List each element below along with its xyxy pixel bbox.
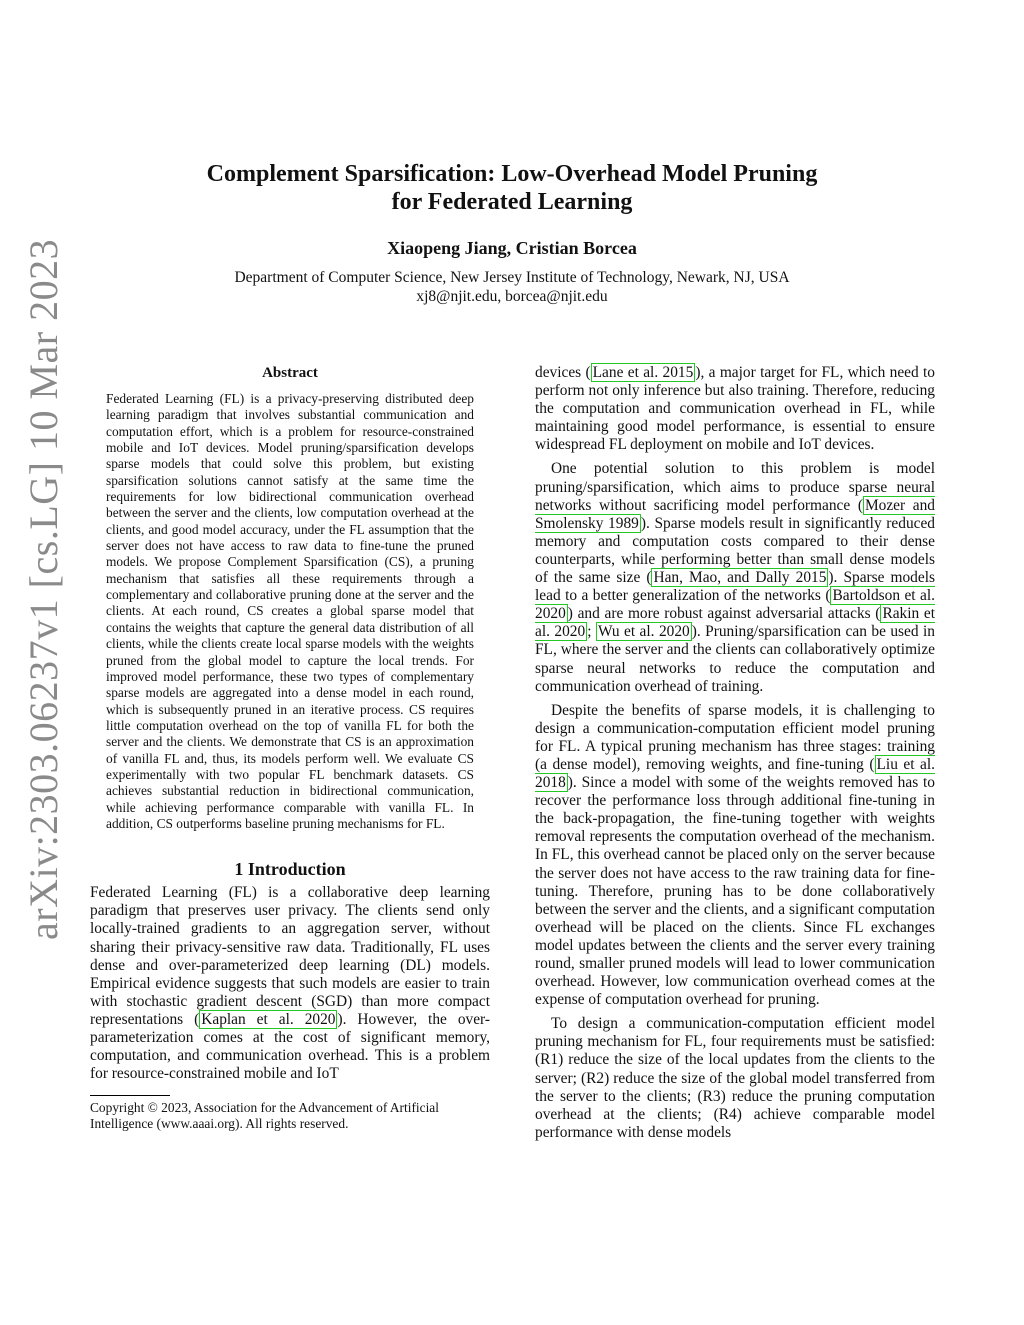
citation-link[interactable]: Han, Mao, and Dally 2015: [653, 569, 827, 587]
affiliation: Department of Computer Science, New Jersey Institute of Technology, Newark, NJ, USA: [234, 269, 790, 286]
title-line-2: for Federated Learning: [391, 189, 633, 215]
right-column: [535, 364, 935, 1142]
copyright-footnote: Copyright © 2023, Association for the Advancement of Artificial Intelligence (www.aaai.org). All rights reserved.: [90, 1100, 439, 1132]
citation-link[interactable]: Lane et al. 2015: [592, 364, 694, 381]
intro-paragraph-1: Federated Learning (FL) is a collaborative deep learning paradigm that preserves user privacy. The clients send only locally-trained gradients to an aggregation server, without sharing their privacy-sensitive raw data. Traditionally, FL uses dense and over-parameterized deep learning (DL) models. Empirical evidence suggests that such models are easier to train with stochastic gradient descent (SGD) than more compact representations ( Kaplan et al. 2020 ). However, the over-parameterization comes at the cost of significant memory, computation, and communication overhead. This is a problem for resource-constrained mobile and IoT: [90, 884, 490, 1083]
citation-link[interactable]: Liu et al. 2018: [535, 755, 935, 792]
authors: Xiaopeng Jiang, Cristian Borcea: [387, 238, 637, 258]
introduction-heading: 1 Introduction: [234, 859, 346, 880]
paper-title: [150, 160, 874, 216]
intro-paragraph-3: Despite the benefits of sparse models, it is challenging to design a communication-computation efficient model pruning for FL. A typical pruning mechanism has three stages: training (a dense model), removing weights, and fine-tuning ( Liu et al. 2018 ). Since a model with some of the weights removed has to recover the performance loss through additional fine-tuning in the back-propagation, the fine-tuning together with weights removal represents the computation overhead of the mechanism. In FL, this overhead cannot be placed only on the server because the server does not have access to the raw training data for fine-tuning. Therefore, pruning has to be done collaboratively between the server and the clients, and a significant computation overhead will be placed on the clients. Since FL exchanges model updates between the clients and the server every training round, smaller pruned models will lead to lower communication overhead. However, low communication overhead comes at the expense of computation overhead for pruning.: [535, 701, 935, 1009]
arxiv-watermark: arXiv:2303.06237v1 [cs.LG] 10 Mar 2023: [21, 238, 66, 940]
citation-link[interactable]: Kaplan et al. 2020: [201, 1010, 336, 1028]
intro-paragraph-2: One potential solution to this problem is model pruning/sparsification, which aims to produce sparse neural networks without sacrificing model performance ( Mozer and Smolensky 1989 ). Sparse models result in significantly reduced memory and computation costs compared to their dense counterparts, while performing better than small dense models of the same size ( Han, Mao, and Dally 2015 ). Sparse models lead to a better generalization of the networks ( Bartoldson et al. 2020 ) and are more robust against adversarial attacks ( Rakin et al. 2020 ; Wu et al. 2020 ). Pruning/sparsification can be used in FL, where the server and the clients can collaboratively optimize sparse neural networks to reduce the computation and communication overhead of training.: [535, 460, 935, 695]
intro-paragraph-1-cont: devices ( Lane et al. 2015 ), a major target for FL, which need to perform not only inference but also training. Therefore, reducing the computation and communication overhead in FL, while maintaining good model performance, is essential to ensure widespread FL deployment on mobile and IoT devices.: [535, 364, 935, 454]
left-column: [90, 364, 490, 1132]
citation-link[interactable]: Wu et al. 2020: [597, 623, 690, 641]
emails: xj8@njit.edu, borcea@njit.edu: [416, 288, 608, 305]
citation-link[interactable]: Bartoldson et al. 2020: [535, 587, 935, 623]
intro-paragraph-4: To design a communication-computation efficient model pruning mechanism for FL, four requirements must be satisfied: (R1) reduce the size of the local updates from the clients to the server; (R2) reduce the size of the global model transferred from the server to the clients; (R3) reduce the pruning computation overhead at the clients; (R4) achieve comparable model performance with dense models: [535, 1015, 935, 1141]
title-line-1: Complement Sparsification: Low-Overhead Model Pruning: [206, 161, 818, 187]
citation-link[interactable]: Mozer and Smolensky 1989: [535, 496, 935, 532]
footnote-rule: [90, 1095, 170, 1096]
citation-link[interactable]: Rakin et al. 2020: [535, 605, 935, 641]
abstract-heading: Abstract: [262, 365, 318, 381]
abstract-text: Federated Learning (FL) is a privacy-preserving distributed deep learning paradigm that involves substantial communication and computation effort, which is a problem for resource-constrained mobile and IoT devices. Model pruning/sparsification develops sparse models that could solve this problem, but existing sparsification solutions cannot satisfy at the same time the requirements for low bidirectional communication overhead between the server and the clients, low computation overhead at the clients, and good model accuracy, under the FL assumption that the server does not have access to raw data to fine-tune the pruned models. We propose Complement Sparsification (CS), a pruning mechanism that satisfies all these requirements through a complementary and collaborative pruning done at the server and the clients. At each round, CS creates a global sparse model that contains the weights that capture the general data distribution of all clients, while the clients create local sparse models with the weights pruned from the global model to capture the local trends. For improved model performance, these two types of complementary sparse models are aggregated into a dense model in each round, which is subsequently pruned in an iterative process. CS requires little computation overhead on the top of vanilla FL for both the server and the clients. We demonstrate that CS is an approximation of vanilla FL and, thus, its models perform well. We evaluate CS experimentally with two popular FL benchmark datasets. CS achieves substantial reduction in bidirectional communication, while achieving performance comparable with vanilla FL. In addition, CS outperforms baseline pruning mechanisms for FL.: [106, 391, 474, 831]
affiliation-block: [150, 268, 874, 306]
